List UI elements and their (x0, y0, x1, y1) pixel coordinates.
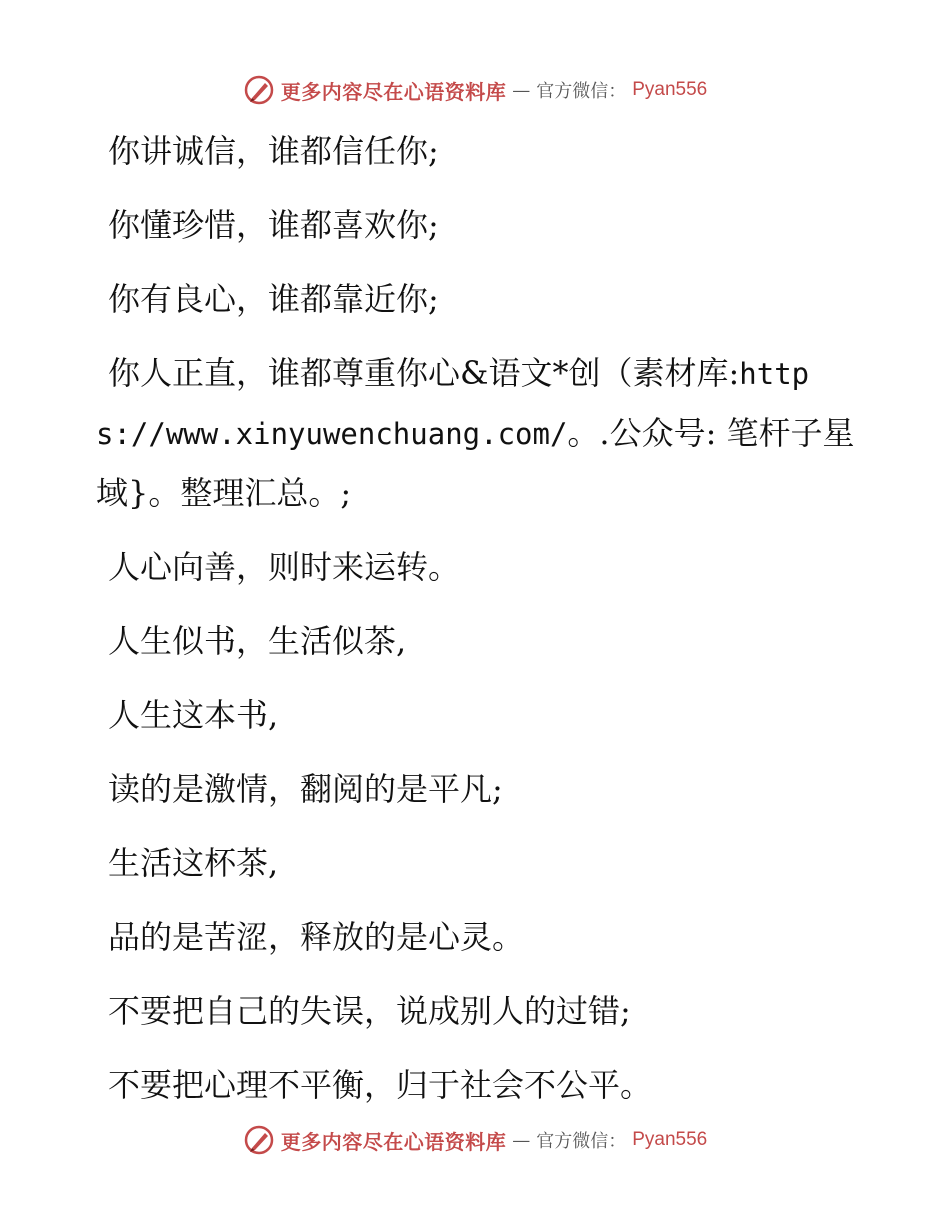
body-line-4 (96, 344, 866, 523)
footer-promo-text: 更多内容尽在心语资料库 (280, 1129, 507, 1154)
body-line-8: 读的是激情，翻阅的是平凡; (108, 770, 503, 808)
footer-banner (0, 1120, 950, 1160)
header-banner (0, 70, 950, 110)
body-line-4-start: 你人正直，谁都尊重你心&语文*创（素材库: (108, 354, 740, 392)
body-line-12: 不要把心理不平衡，归于社会不公平。 (108, 1066, 653, 1104)
pen-logo-icon (243, 74, 275, 106)
body-line-10: 品的是苦涩，释放的是心灵。 (108, 918, 525, 956)
body-line-7: 人生这本书, (108, 696, 279, 734)
footer-wechat-id: Pyan556 (632, 1129, 708, 1150)
body-line-2: 你懂珍惜，谁都喜欢你; (108, 206, 439, 244)
body-line-11: 不要把自己的失误，说成别人的过错; (108, 992, 631, 1030)
body-line-1: 你讲诚信，谁都信任你; (108, 132, 439, 170)
footer-dash: — (512, 1129, 531, 1151)
footer-wechat-label: 官方微信： (536, 1131, 627, 1152)
source-url-link[interactable]: https://www.xinyuwenchuang.com/ (96, 357, 810, 451)
header-wechat-id: Pyan556 (632, 79, 708, 100)
body-line-6: 人生似书，生活似茶, (108, 622, 407, 660)
header-promo-text: 更多内容尽在心语资料库 (280, 79, 507, 104)
body-line-4-end: 。.公众号: 笔杆子星域}。整理汇总。; (96, 414, 855, 512)
body-line-3: 你有良心，谁都靠近你; (108, 280, 439, 318)
body-line-9: 生活这杯茶, (108, 844, 279, 882)
pen-logo-icon (243, 1124, 275, 1156)
document-body (96, 122, 866, 1130)
body-line-5: 人心向善，则时来运转。 (108, 548, 461, 586)
header-dash: — (512, 79, 531, 101)
header-wechat-label: 官方微信： (536, 81, 627, 102)
